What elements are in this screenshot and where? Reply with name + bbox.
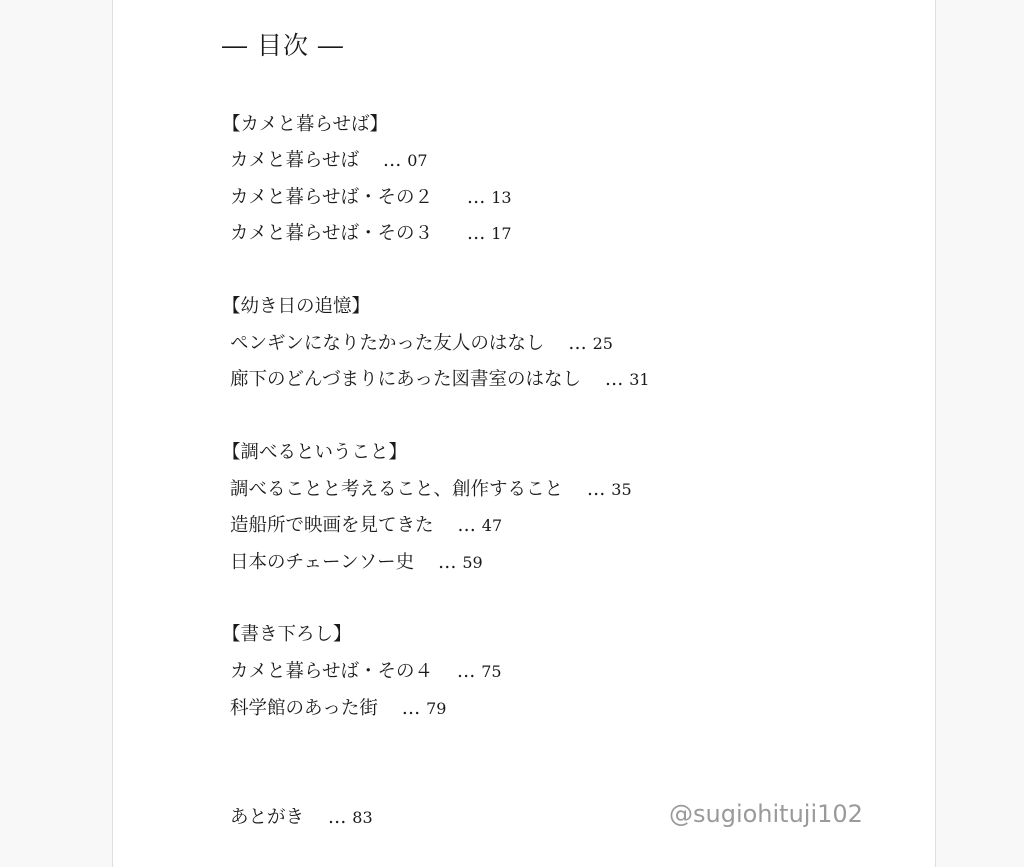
- toc-entry: [230, 329, 613, 355]
- entry-page-number: 35: [611, 480, 632, 499]
- entry-page-number: 17: [491, 224, 512, 243]
- toc-entry: [230, 694, 446, 720]
- entry-page-number: 79: [426, 699, 447, 718]
- entry-leader: …: [327, 807, 347, 828]
- toc-entry: [230, 365, 650, 391]
- toc-entry-afterword: [230, 803, 373, 829]
- entry-leader: …: [604, 369, 624, 390]
- entry-page-number: 25: [592, 334, 613, 353]
- toc-section-heading: 【カメと暮らせば】: [222, 114, 388, 135]
- entry-title: あとがき: [230, 807, 305, 828]
- entry-page-number: 31: [629, 370, 650, 389]
- entry-title: カメと暮らせば・その４: [230, 661, 433, 682]
- entry-leader: …: [457, 515, 476, 536]
- toc-entry: [230, 657, 502, 683]
- entry-title: 造船所で映画を見てきた: [230, 515, 434, 536]
- toc-section-heading: 【調べるということ】: [222, 442, 408, 463]
- entry-page-number: 75: [481, 662, 502, 681]
- toc-section-heading: 【幼き日の追憶】: [222, 296, 371, 317]
- entry-leader: …: [466, 187, 486, 208]
- toc-entry: [230, 219, 512, 245]
- toc-entry: [230, 183, 512, 209]
- entry-page-number: 13: [491, 188, 512, 207]
- entry-leader: …: [466, 223, 486, 244]
- watermark-handle: @sugiohituji102: [669, 800, 863, 828]
- entry-leader: …: [586, 479, 606, 500]
- entry-leader: …: [456, 661, 476, 682]
- entry-title: カメと暮らせば・その２: [230, 187, 433, 208]
- entry-title: 日本のチェーンソー史: [230, 552, 415, 573]
- toc-section-heading: 【書き下ろし】: [222, 624, 352, 645]
- entry-title: カメと暮らせば・その３: [230, 223, 433, 244]
- toc-entry: [230, 548, 483, 574]
- entry-leader: …: [437, 552, 457, 573]
- toc-entry: [230, 511, 502, 537]
- entry-leader: …: [568, 333, 587, 354]
- entry-page-number: 07: [407, 151, 428, 170]
- entry-page-number: 47: [481, 516, 503, 535]
- entry-leader: …: [401, 698, 421, 719]
- entry-title: ペンギンになりたかった友人のはなし: [230, 333, 545, 354]
- entry-page-number: 59: [462, 553, 483, 572]
- entry-page-number: 83: [352, 808, 373, 827]
- toc-entry: [230, 146, 428, 172]
- entry-title: 調べることと考えること、創作すること: [230, 479, 564, 500]
- entry-leader: …: [382, 150, 402, 171]
- entry-title: カメと暮らせば: [230, 150, 359, 171]
- toc-title: ― 目次 ―: [222, 31, 344, 60]
- toc-entry: [230, 475, 632, 501]
- document-page: [112, 0, 936, 867]
- entry-title: 廊下のどんづまりにあった図書室のはなし: [230, 369, 581, 390]
- entry-title: 科学館のあった街: [230, 698, 378, 719]
